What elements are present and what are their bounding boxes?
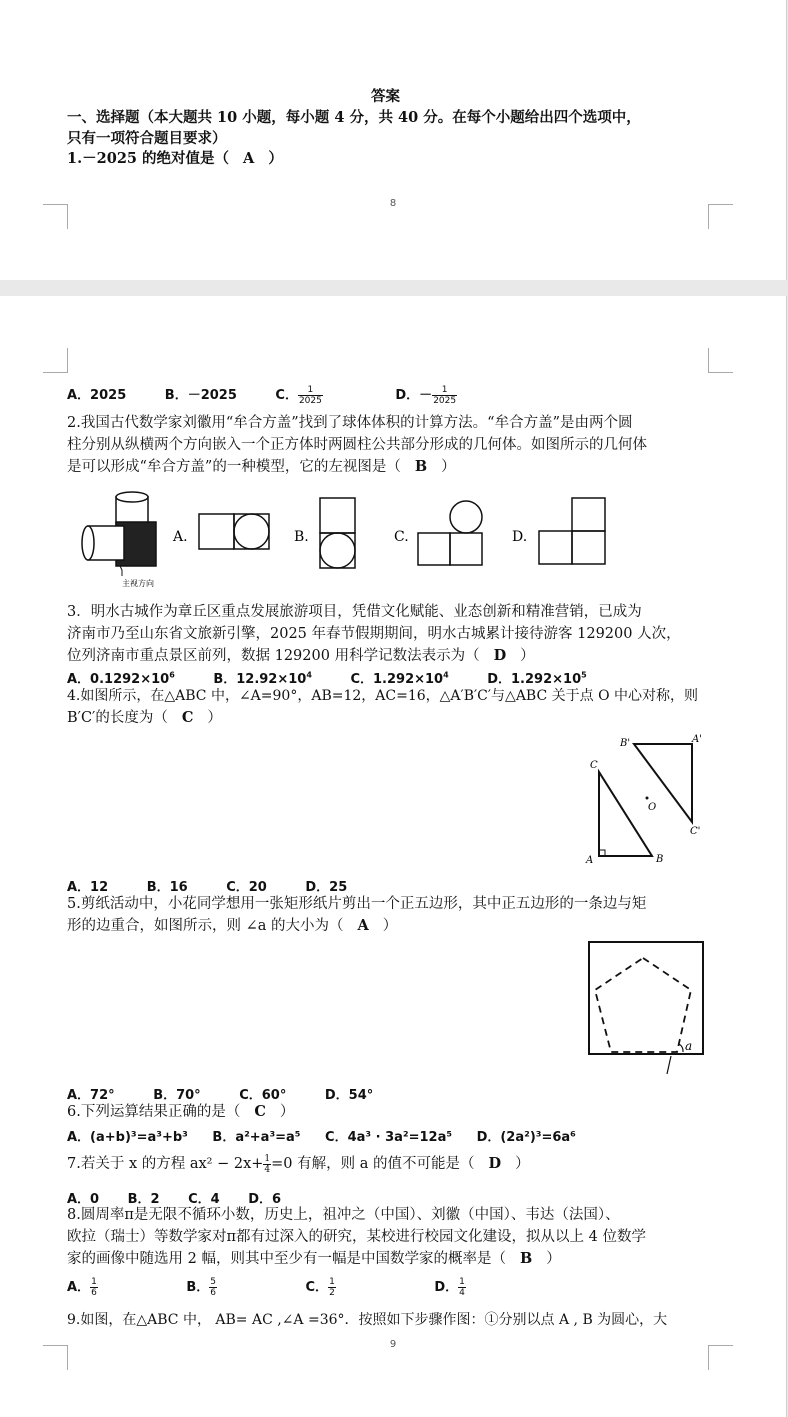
option-a: A．72° (67, 1088, 115, 1103)
question-4-figure (580, 734, 710, 869)
question-1-close: ） (268, 150, 283, 167)
point-b-prime-label: B' (620, 738, 631, 749)
option-d: D．(2a²)³=6a⁶ (476, 1130, 576, 1145)
option-a: A．12 (67, 880, 109, 895)
page-number: 9 (389, 1339, 397, 1350)
question-5-figure (585, 938, 710, 1078)
question-6: 6.下列运算结果正确的是（ C ） (67, 1103, 295, 1120)
point-c-prime-label: C' (690, 826, 701, 837)
question-2-line-1: 2.我国古代数学家刘徽用“牟合方盖”找到了球体体积的计算方法。“牟合方盖”是由两个圆 (67, 415, 633, 431)
option-b: B．16 (146, 880, 188, 895)
question-7-answer: D (488, 1155, 502, 1172)
point-a-label: A (586, 855, 594, 866)
question-5-line-2: 形的边重合，如图所示，则 ∠a 的大小为（ A ） (67, 917, 398, 934)
figure-b-label: B. (294, 529, 309, 545)
page-number: 8 (389, 198, 397, 209)
question-4-line-2: B′C′的长度为（ C ） (67, 709, 222, 726)
option-b: B． $\frac{5}{6}$ (186, 1277, 216, 1298)
point-b-label: B (656, 854, 664, 865)
document-page-9 (0, 296, 787, 1417)
option-a: A．0 (67, 1192, 100, 1207)
figure-c-label: C. (394, 529, 409, 545)
option-c: C．20 (226, 880, 267, 895)
crop-mark (43, 204, 68, 229)
option-c: C．4 (188, 1192, 220, 1207)
question-1-text: 1.－2025 的绝对值是（ (67, 150, 230, 167)
question-3-line-2: 济南市乃至山东省文旅新引擎，2025 年春节假期期间，明水古城累计接待游客 129200 人次， (67, 626, 681, 642)
option-a: A．(a+b)³=a³+b³ (67, 1130, 188, 1145)
question-5-line-1: 5.剪纸活动中，小花同学想用一张矩形纸片剪出一个正五边形，其中正五边形的一条边与矩 (67, 896, 647, 912)
question-1 (67, 148, 283, 169)
option-c: C．4a³ · 3a²=12a⁵ (325, 1130, 453, 1145)
section-heading: 一、选择题（本大题共 10 小题，每小题 4 分，共 40 分。在每个小题给出四个选项中， (67, 109, 641, 126)
question-8-line-1: 8.圆周率π是无限不循环小数，历史上，祖冲之（中国）、刘徽（中国）、韦达（法国）、 (67, 1207, 620, 1223)
question-8-options (67, 1276, 534, 1298)
option-b-view (320, 498, 355, 568)
answer-title: 答案 (371, 88, 400, 105)
option-c: C． $\frac{1}{2025}$ (275, 385, 322, 406)
option-b: B．70° (153, 1088, 201, 1103)
option-b: B．2 (127, 1192, 160, 1207)
question-4-answer: C (181, 709, 194, 726)
option-c-view (418, 501, 482, 565)
question-3-options (67, 668, 621, 687)
option-c: C． $\frac{1}{2}$ (305, 1277, 335, 1298)
question-1-options (67, 384, 525, 406)
figure-a-label: A. (173, 529, 188, 545)
question-8-answer: B (519, 1250, 533, 1267)
option-a: A．$0.1292\times 10^6$ (67, 670, 175, 687)
question-3-line-3: 位列济南市重点景区前列，数据 129200 用科学记数法表示为（ D ） (67, 647, 535, 664)
option-d: D．$1.292\times 10^5$ (487, 670, 587, 687)
question-7: 7.若关于 x 的方程 ax² − 2x+ $\frac{1}{4}$ =0 有解，则 a 的值不可能是（ D ） (67, 1153, 530, 1175)
question-8-line-2: 欧拉（瑞士）等数学家对π都有过深入的研究，某校进行校园文化建设，拟从以上 4 位数学 (67, 1229, 646, 1245)
option-a: A． $\frac{1}{6}$ (67, 1277, 97, 1298)
option-a: A．2025 (67, 388, 127, 403)
option-a-view (199, 514, 269, 549)
figure-d-label: D. (512, 529, 528, 545)
question-6-options (67, 1126, 610, 1145)
question-4-line-1: 4.如图所示，在△ABC 中，∠A=90°，AB=12，AC=16，△A′B′C′与△ABC 关于点 O 中心对称，则 (67, 688, 699, 704)
question-9-line-1: 9.如图，在△ABC 中， AB= AC ,∠A =36°．按照如下步骤作图：①分别以点 A , B 为圆心，大 (67, 1312, 668, 1328)
crop-mark (708, 204, 733, 229)
point-c-label: C (590, 760, 598, 771)
point-o-label: O (648, 802, 657, 813)
option-d: D．6 (248, 1192, 282, 1207)
question-3-answer: D (493, 647, 507, 664)
question-6-answer: C (254, 1103, 266, 1120)
option-d: D．－ $\frac{1}{2025}$ (395, 385, 457, 406)
question-5-answer: A (357, 917, 369, 934)
question-2-line-3: 是可以形成“牟合方盖”的一种模型，它的左视图是（ B ） (67, 458, 456, 475)
question-3-line-1: 3．明水古城作为章丘区重点发展旅游项目，凭借文化赋能、业态创新和精准营销，已成为 (67, 604, 642, 620)
crop-mark (43, 348, 68, 373)
question-8-line-3: 家的画像中随选用 2 幅，则其中至少有一幅是中国数学家的概率是（ B ） (67, 1250, 561, 1267)
option-b: B．－2025 (164, 388, 237, 403)
option-b: B．a²+a³=a⁵ (212, 1130, 301, 1145)
question-2-figure (76, 488, 616, 588)
option-d: D．25 (305, 880, 348, 895)
question-1-answer: A (243, 150, 255, 167)
option-c: C．60° (239, 1088, 287, 1103)
view-direction-label: 主视方向 (122, 579, 154, 588)
section-heading-cont: 只有一项符合题目要求） (67, 130, 227, 147)
document-page-8 (0, 0, 787, 280)
angle-a-label: a (685, 1039, 693, 1053)
option-d-view (539, 498, 605, 564)
crop-mark (708, 348, 733, 373)
point-a-prime-label: A' (692, 734, 702, 745)
question-2-line-2: 柱分别从纵横两个方向嵌入一个正方体时两圆柱公共部分形成的几何体。如图所示的几何体 (67, 437, 647, 453)
crop-mark (43, 1345, 68, 1370)
question-2-answer: B (414, 458, 428, 475)
option-b: B．$12.92\times 10^4$ (213, 670, 312, 687)
question-4-options (67, 876, 381, 895)
option-d: D．54° (324, 1088, 374, 1103)
fraction-one-quarter: $\frac{1}{4}$ (264, 1153, 271, 1175)
cylinder-model (82, 492, 156, 588)
crop-mark (708, 1345, 733, 1370)
option-c: C．$1.292\times 10^4$ (350, 670, 449, 687)
option-d: D． $\frac{1}{4}$ (434, 1277, 465, 1298)
